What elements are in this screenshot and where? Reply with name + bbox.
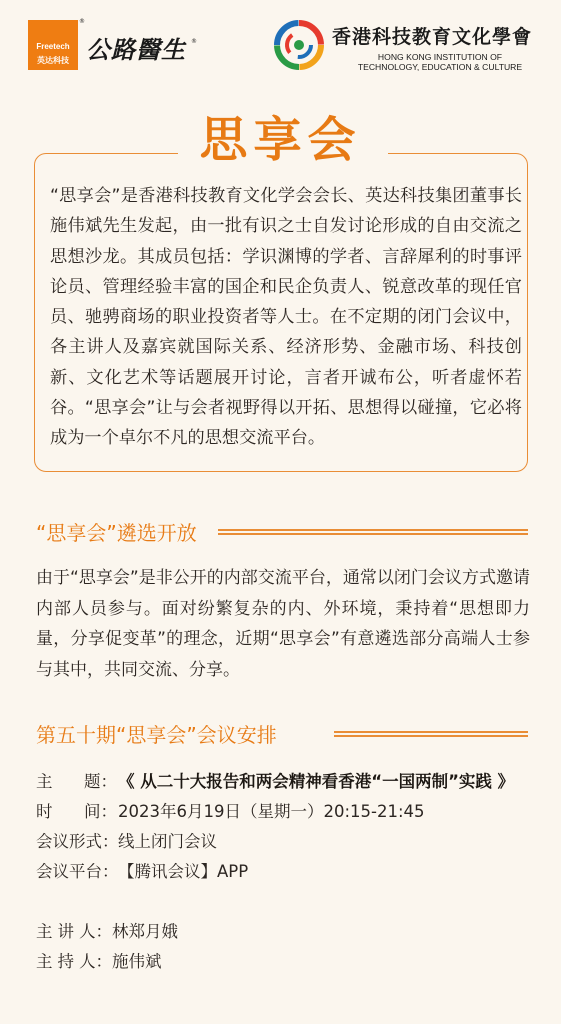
- meeting-time-value: 2023年6月19日（星期一）20:15-21:45: [118, 802, 425, 821]
- institute-name-cn: 香港科技教育文化學會: [332, 26, 533, 48]
- meeting-speaker-row: [36, 918, 178, 942]
- meeting-host-value: 施伟斌: [112, 952, 162, 971]
- meeting-platform-label: 会议平台：: [36, 862, 119, 881]
- meeting-speaker-value: 林郑月娥: [112, 922, 178, 941]
- section-title-selection: “思享会”遴选开放: [36, 521, 197, 545]
- institute-name-en: [340, 52, 540, 72]
- meeting-format-row: [36, 828, 217, 852]
- institute-name-en-line1: HONG KONG INSTITUTION OF: [377, 52, 503, 62]
- section-paragraph-selection: 由于“思享会”是非公开的内部交流平台，通常以闭门会议方式邀请内部人员参与。面对纷繁复杂的内、外环境，秉持着“思想即力量，分享促变革”的理念，近期“思享会”有意遴选部分高端人士参与其中，共同交流、分享。: [36, 568, 530, 680]
- freetech-logo: [28, 20, 78, 70]
- meeting-format-label: 会议形式：: [36, 832, 119, 851]
- meeting-theme-row: [36, 768, 514, 792]
- brand-logo-text: 公路醫生: [86, 35, 186, 64]
- section-divider-2: [334, 731, 528, 737]
- page-title: 思享会: [199, 112, 362, 168]
- freetech-logo-cn: 英达科技: [37, 56, 69, 65]
- meeting-time-label: 时 间：: [36, 802, 117, 821]
- meeting-time-row: [36, 798, 425, 822]
- meeting-host-label: 主 持 人：: [36, 952, 112, 971]
- freetech-logo-en: Freetech: [36, 42, 70, 51]
- registered-mark: ®: [79, 18, 85, 25]
- meeting-platform-row: [36, 858, 248, 882]
- meeting-speaker-label: 主 讲 人：: [36, 922, 112, 941]
- section-divider-1: [218, 529, 528, 535]
- registered-mark-2: ®: [191, 38, 197, 45]
- meeting-host-row: [36, 948, 162, 972]
- header: [0, 0, 561, 88]
- section-title-meeting: 第五十期“思享会”会议安排: [36, 723, 277, 747]
- meeting-theme-value: 《 从二十大报告和两会精神看香港“一国两制”实践 》: [118, 772, 515, 791]
- meeting-theme-label: 主 题：: [36, 772, 117, 791]
- meeting-format-value: 线上闭门会议: [118, 832, 217, 851]
- institute-name-en-line2: TECHNOLOGY, EDUCATION & CULTURE: [357, 62, 523, 72]
- intro-paragraph: “思享会”是香港科技教育文化学会会长、英达科技集团董事长施伟斌先生发起，由一批有识之士自发讨论形成的自由交流之思想沙龙。其成员包括：学识渊博的学者、言辞犀利的时事评论员、管理经验丰富的国企和民企负责人、锐意改革的现任官员、驰骋商场的职业投资者等人士。在不定期的闭门会议中，各主讲人及嘉宾就国际关系、经济形势、金融市场、科技创新、文化艺术等话题展开讨论，言者开诚布公，听者虚怀若谷。“思享会”让与会者视野得以开拓、思想得以碰撞，它必将成为一个卓尔不凡的思想交流平台。: [50, 186, 522, 449]
- institute-emblem-icon: [274, 20, 324, 70]
- meeting-platform-value: 【腾讯会议】APP: [118, 862, 249, 881]
